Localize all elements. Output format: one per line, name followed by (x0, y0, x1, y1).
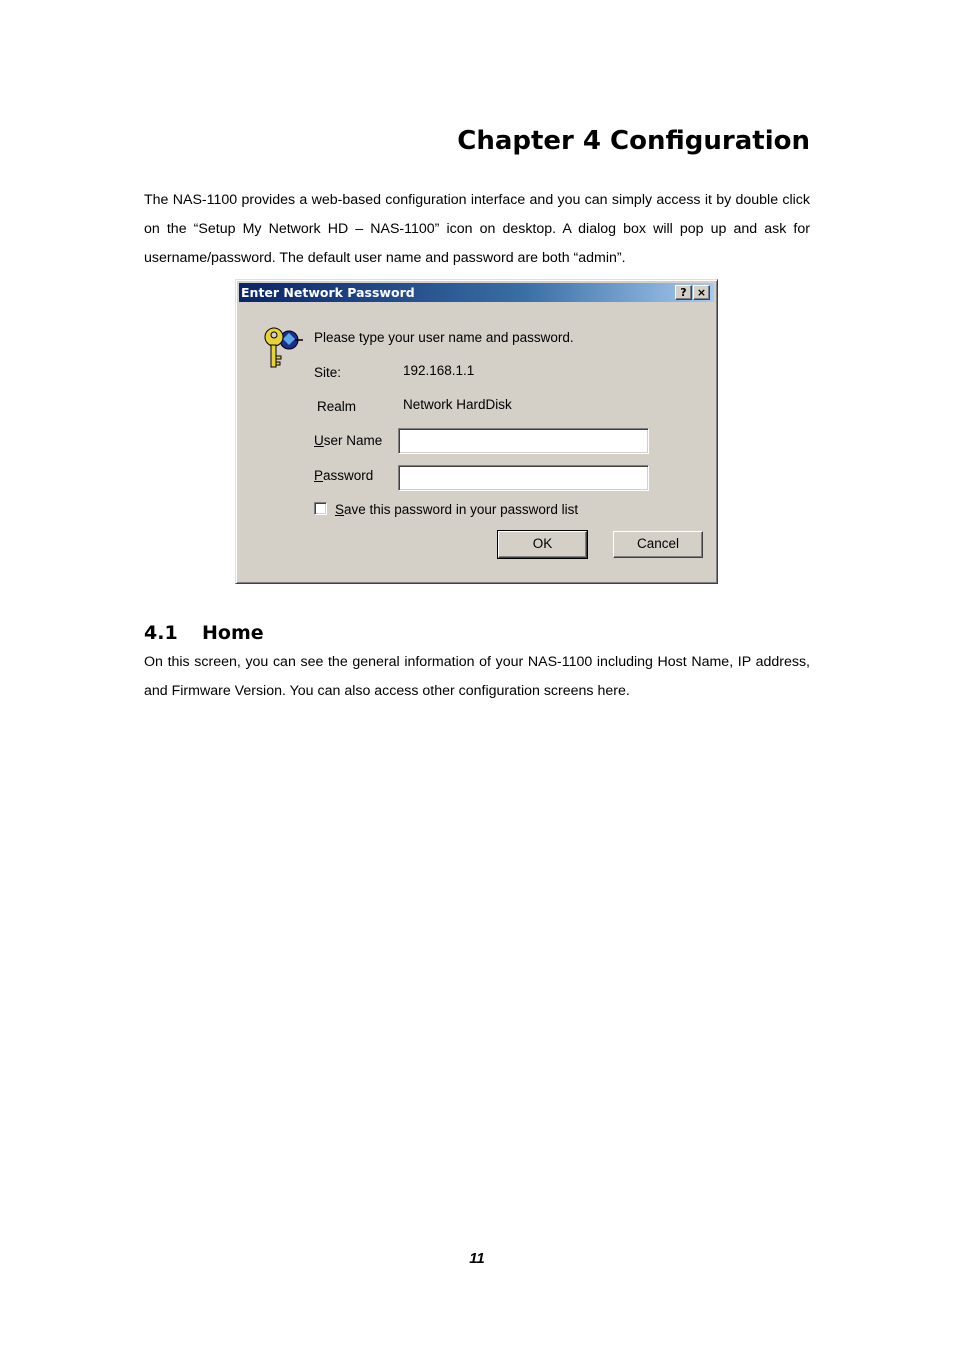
save-password-accesskey: S (335, 502, 345, 517)
section-title: Home (202, 622, 264, 644)
save-password-label[interactable] (335, 502, 578, 517)
site-value: 192.168.1.1 (403, 363, 475, 378)
cancel-button[interactable]: Cancel (613, 531, 703, 558)
dialog-titlebar[interactable] (239, 283, 714, 302)
ok-button[interactable]: OK (498, 531, 587, 558)
username-accesskey: U (314, 433, 324, 448)
username-input[interactable] (398, 428, 649, 454)
help-button[interactable]: ? (675, 285, 692, 300)
password-label (314, 468, 373, 483)
close-button[interactable]: × (693, 285, 710, 300)
password-accesskey: P (314, 468, 324, 483)
dialog-title: Enter Network Password (241, 285, 415, 300)
site-label: Site: (314, 365, 342, 380)
chapter-title: Chapter 4 Configuration (457, 126, 810, 156)
password-input[interactable] (398, 465, 649, 491)
realm-value: Network HardDisk (403, 397, 512, 412)
save-password-label-text: ave this password in your password list (344, 502, 579, 517)
save-password-checkbox[interactable] (314, 502, 327, 515)
username-label-text: ser Name (323, 433, 383, 448)
key-icon (262, 324, 306, 372)
section-heading (144, 622, 264, 644)
intro-paragraph: The NAS-1100 provides a web-based configuration interface and you can simply access it by double click on the “Setup My Network HD – NAS-1100” icon on desktop. A dialog box will pop up and ask for username/password. The default user name and password are both “admin”. (144, 192, 810, 266)
enter-network-password-dialog (235, 279, 718, 584)
page-number: 11 (469, 1250, 485, 1267)
password-label-text: assword (323, 468, 374, 483)
dialog-prompt: Please type your user name and password. (314, 330, 574, 345)
section-number: 4.1 (144, 622, 178, 644)
username-label (314, 433, 382, 448)
home-paragraph: On this screen, you can see the general information of your NAS-1100 including Host Name, IP address, and Firmware Version. You can also access other configuration screens here. (144, 654, 810, 699)
realm-label: Realm (317, 399, 357, 414)
